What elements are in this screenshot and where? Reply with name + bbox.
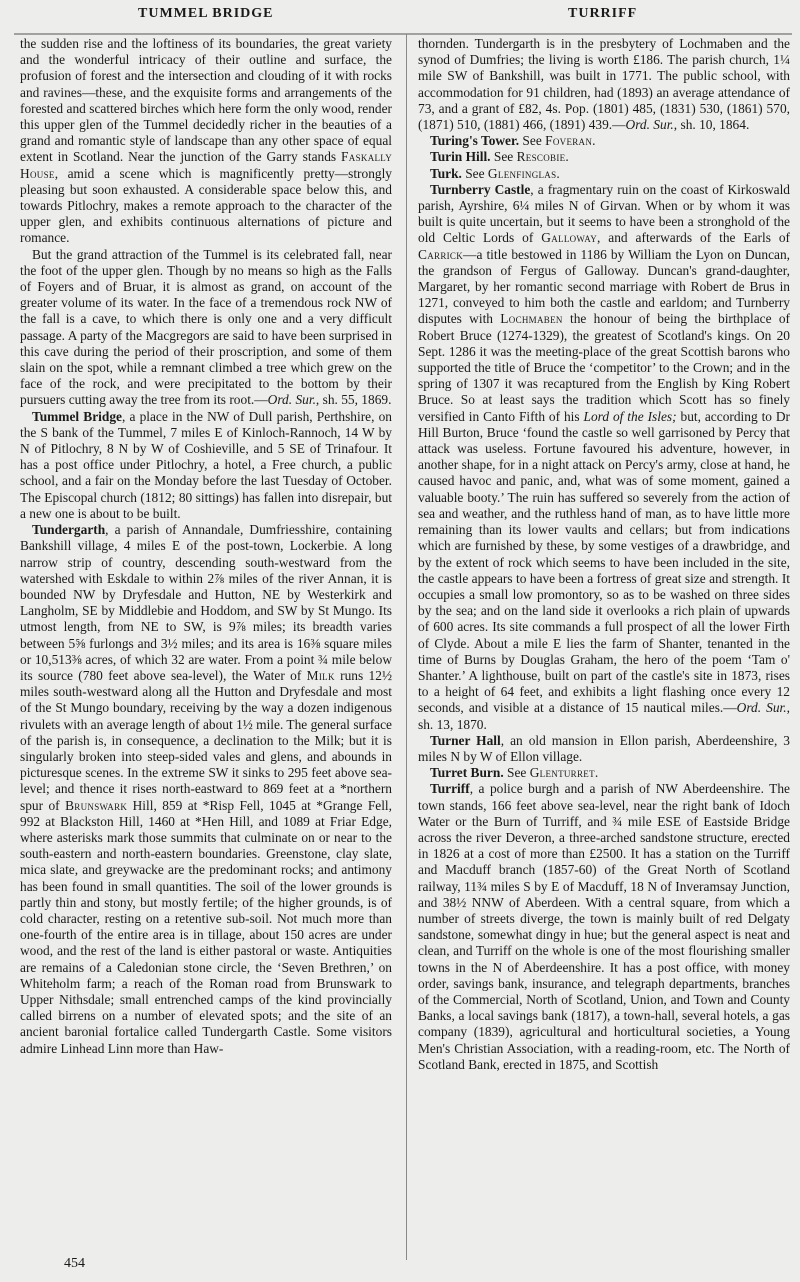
small-caps-name: Brunswark: [65, 797, 128, 813]
column-divider: [406, 34, 407, 1260]
text-run: , sh. 55, 1869.: [315, 392, 392, 408]
text-run: the sudden rise and the loftiness of its boundaries, the great variety and the wonderful intricacy of their outline and surface, the profusion of forest and the intersection and clouding of it with rocks and ravines—these, and the exquisite forms and arrangements of the forested and scattered birches which here form the only wood, render this upper glen of the Tummel decidedly richer in the beauties of a grand and romantic style of landscape than any other space of equal extent in Scotland. Near the junction of the Garry stands: [20, 36, 392, 165]
italic-title: Lord of the Isles;: [583, 408, 677, 424]
entry-body: , a police burgh and a parish of NW Aberdeenshire. The town stands, 166 feet above sea-level, near the right bank of Idoch Water or the Burn of Turriff, and ¾ mile ESE of Eastside Bridge across the river Deveron, a three-arched sandstone structure, erected in 1826 at a cost of more than £2500. It has a station on the Turriff and Macduff branch (1857-60) of the Great North of Scotland railway, 11¾ miles S by E of Macduff, 18 N of Inveramsay Junction, and 38½ NNW of Aberdeen. With a central square, from which a number of streets diverge, the town is mainly built of red Delgaty sandstone, somewhat dingy in hue; but the general aspect is neat and clean, and Turriff on the whole is one of the most flourishing smaller towns in the N of Aberdeenshire. It has a post office, with money order, savings bank, insurance, and telegraph departments, branches of the Commercial, North of Scotland, Union, and Town and County Banks, a local savings bank (1817), a town-hall, several hotels, a gas company (1839), agricultural and horticultural societies, a Young Men's Christian Association, with a reading-room, etc. The North of Scotland Bank, erected in 1875, and Scottish: [418, 781, 790, 1072]
cross-reference: Glenturret.: [529, 765, 599, 781]
entry-headword: Turret Burn.: [430, 765, 504, 781]
entry-body: , a fragmentary ruin on the coast of Kirkoswald parish, Ayrshire, 6¼ miles N of Girvan. When or by whom it was built is quite uncertain, but it seems to have been a stronghold of the old Celtic Lords of: [418, 181, 790, 246]
entry-body: the honour of being the birthplace of Robert Bruce (1274-1329), the greatest of Scotland's kings. On 20 Sept. 1286 it was the meeting-place of the great Scottish barons who supported the title of Bruce the ‘competitor’ to the Crown; and in the spring of 1307 it was recaptured from the English by King Robert Bruce. So at least says the tradition which Scott has so finely versified in Canto Fifth of his: [418, 311, 790, 424]
entry-headword: Turin Hill.: [430, 149, 491, 165]
entry-turnberry-castle: [418, 182, 790, 733]
entry-turings-tower: [418, 133, 790, 149]
entry-turk: [418, 166, 790, 182]
left-column: [20, 36, 392, 1057]
ordnance-survey-ref: Ord. Sur.: [267, 392, 316, 408]
text-run: , amid a scene which is magnificently pretty—strongly pleasing but soon exhausted. A considerable space below this, and towards Pitlochry, makes a remote approach to the character of the upper glen, and exhibits continuous alternations of picture and romance.: [20, 165, 392, 246]
text-run: thornden. Tundergarth is in the presbytery of Lochmaben and the synod of Dumfries; the living is worth £186. The parish church, 1¼ mile SW of Bankshill, was built in 1771. The public school, with accommodation for 91 children, had (1893) an average attendance of 73, and a grant of £82, 4s. Pop. (1801) 485, (1831) 530, (1861) 570, (1871) 510, (1881) 466, (1891) 439.—: [418, 36, 790, 133]
header-left-title: TUMMEL BRIDGE: [138, 6, 274, 21]
entry-headword: Turner Hall: [430, 732, 501, 748]
entry-body: runs 12½ miles south-westward along all the Hutton and Dryfesdale and most of the St Mungo boundary, receiving by the way a dozen indigenous rivulets with an average length of about 1½ mile. The general surface of the parish is, in consequence, a declination to the Milk; but it is singularly broken into steep-sided vales and glens, and abounds in picturesque scenes. In the extreme SW it sinks to 295 feet above sea-level; and thence it rises north-eastward to 869 feet at a *northern spur of: [20, 667, 392, 813]
small-caps-name: Lochmaben: [500, 311, 563, 327]
entry-body: —a title bestowed in 1186 by William the Lyon on Duncan, the grandson of Fergus of Galloway. Duncan's grand-daughter, Margaret, by her romantic second marriage with Robert de Brus in 1271, conveyed to him both the castle and earldom; and Turnberry disputes with: [418, 246, 790, 327]
text-run: , sh. 13, 1870.: [418, 700, 790, 732]
text-run: , sh. 10, 1864.: [673, 117, 750, 133]
left-paragraph-2: [20, 247, 392, 409]
see-text: See: [519, 133, 546, 149]
small-caps-name: Carrick: [418, 246, 464, 262]
entry-body: , a parish of Annandale, Dumfriesshire, containing Bankshill village, 4 miles E of the post-town, Lockerbie. A long narrow strip of country, descending south-westward from the watershed with Eskdale to within 2⅞ miles of the river Annan, it is bounded NW by Dryfesdale and Hutton, NE by Westerkirk and Langholm, SE by Middlebie and Hoddom, and SW by St Mungo. Its utmost length, from NE to SW, is 9⅞ miles; its breadth varies between 5⅝ furlongs and 3½ miles; and its area is 16⅜ square miles or 10,513⅜ acres, of which 32 are water. From a point ¾ mile below its source (780 feet above sea-level), the Water of: [20, 522, 392, 683]
see-text: See: [503, 765, 530, 781]
entry-headword: Turriff: [430, 781, 470, 797]
entry-turin-hill: [418, 149, 790, 165]
entry-turret-burn: [418, 765, 790, 781]
header-right-title: TURRIFF: [568, 6, 638, 21]
ordnance-survey-ref: Ord. Sur.: [736, 700, 787, 716]
entry-headword: Turing's Tower.: [430, 133, 520, 149]
cross-reference: Foveran.: [545, 133, 596, 149]
ordnance-survey-ref: Ord. Sur.: [625, 117, 674, 133]
entry-body: , and afterwards of the Earls of: [597, 230, 790, 246]
entry-turner-hall: [418, 733, 790, 765]
left-paragraph-1: [20, 36, 392, 247]
small-caps-name: Faskally House: [20, 149, 392, 181]
entry-headword: Tundergarth: [32, 522, 106, 538]
see-text: See: [490, 149, 517, 165]
entry-turriff: [418, 781, 790, 1073]
entry-tummel-bridge: [20, 409, 392, 522]
entry-body: but, according to Dr Hill Burton, Bruce ‘found the castle so well garrisoned by Percy that attack was useless. Fortune favoured his adventure, however, in another shape, for in a night attack on Percy's army, close at hand, he caused havoc and panic, and, what was of some moment, gained a valuable booty.’ The ruin has suffered so severely from the action of sea and weather, and the ruthless hand of man, as to have little more remaining than its lower vaults and cellars; but from indications which are furnished by these, by some vestiges of a drawbridge, and by the extent of rock which seems to have been included in the site, the castle appears to have been a fortress of great size and strength. It occupies a small low promontory, so as to be washed on three sides by the sea; and on the land side it overlooks a rich plain of upwards of 600 acres. Its site commands a full prospect of all the lower Firth of Clyde. About a mile E lies the farm of Shanter, tenanted in the time of Burns by Douglas Graham, the hero of the poem ‘Tam o' Shanter.’ A lighthouse, built on part of the castle's site in 1873, rises to a height of 64 feet, and exhibits a light flashing once every 12 seconds, and visible at a distance of 15 nautical miles.—: [418, 408, 791, 716]
entry-headword: Turnberry Castle: [430, 181, 531, 197]
text-run: But the grand attraction of the Tummel is its celebrated fall, near the foot of the upper glen. Though by no means so high as the Falls of Foyers and of Bruar, it is almost as grand, on account of the greater volume of its water. In the face of a tremendous rock NW of the fall is a cave, to which there is only one and a very difficult passage. A party of the Macgregors are said to have been surprised in this cave during the period of their proscription, and some of them slain on the spot, while a remnant climbed a tree which grew on the face of the rock, and were precipitated to the bottom by their pursuers cutting away the tree from its root.—: [20, 246, 392, 408]
small-caps-name: Galloway: [541, 230, 597, 246]
right-paragraph-continued: [418, 36, 790, 133]
entry-body: , a place in the NW of Dull parish, Perthshire, on the S bank of the Tummel, 7 miles E of Kinloch-Rannoch, 14 W by N of Pitlochry, 8 N by W of Coshieville, and 5 SE of Trinafour. It has a post office under Pitlochry, a hotel, a Free church, a public school, and a fair on the Monday before the last Tuesday of October. The Episcopal church (1812; 80 sittings) has fallen into disrepair, but a new one is about to be built.: [20, 408, 393, 521]
entry-headword: Turk.: [430, 165, 462, 181]
entry-tundergarth: [20, 522, 392, 1057]
cross-reference: Glenfinglas.: [487, 165, 561, 181]
cross-reference: Rescobie.: [516, 149, 570, 165]
right-column: [418, 36, 790, 1073]
entry-body: , an old mansion in Ellon parish, Aberdeenshire, 3 miles N by W of Ellon village.: [418, 732, 790, 764]
entry-headword: Tummel Bridge: [32, 408, 122, 424]
page-number: 454: [64, 1256, 85, 1271]
small-caps-name: Milk: [306, 667, 335, 683]
see-text: See: [461, 165, 488, 181]
entry-body: Hill, 859 at *Risp Fell, 1045 at *Grange Fell, 992 at Blackston Hill, 1460 at *Hen Hill, and 1089 at Friar Edge, where asterisks mark those summits that culminate on or near to the south-eastern and north-eastern boundaries. Greenstone, clay slate, mica slate, and greywacke are the predominant rocks; and antimony has been found in small quantities. The soil of the lower grounds is partly thin and stony, but mostly fertile; of the higher grounds, is of cold character, resting on a retentive sub-soil. Not much more than one-fourth of the entire area is in tillage, about 150 acres are under wood, and the rest of the land is either pastoral or waste. Antiquities are remains of a Caledonian stone circle, the ‘Seven Brethren,’ on Whiteholm farm; a reach of the Roman road from Brunswark to Upper Nithsdale; small entrenched camps of the kind provincially called birrens on a number of elevated spots; and the site of an ancient baronial fortalice called Tundergarth Castle. Some visitors admire Linhead Linn more than Haw-: [20, 797, 392, 1056]
